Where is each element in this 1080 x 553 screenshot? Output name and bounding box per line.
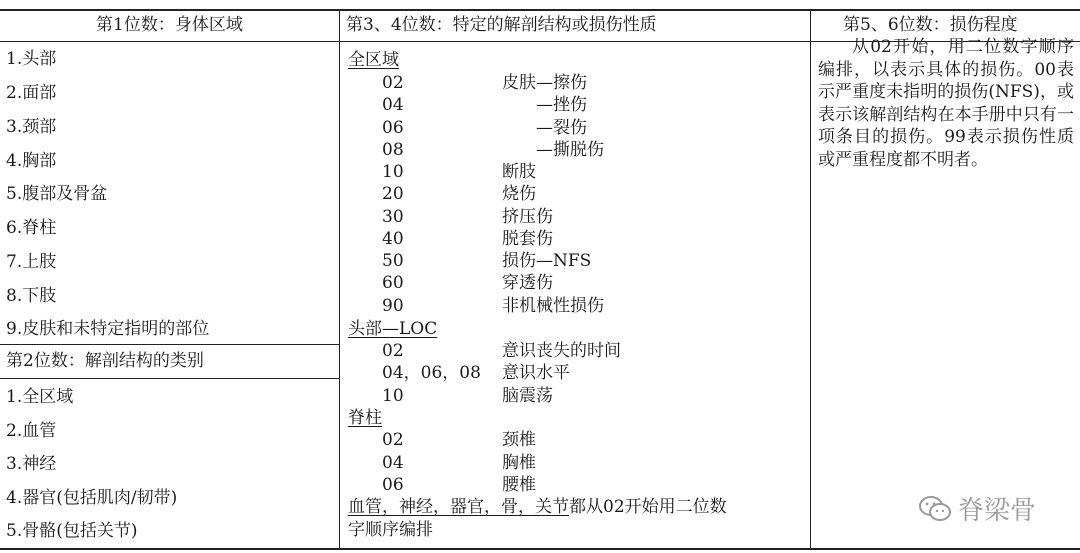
wechat-icon — [918, 494, 952, 524]
header-col1: 第1位数：身体区域 — [96, 15, 243, 35]
table-top-border — [0, 9, 1080, 11]
list-item: 2.面部 — [6, 83, 57, 103]
list-item: 7.上肢 — [6, 252, 57, 272]
note-underlined: 血管，神经，器官，骨，关节 — [348, 497, 569, 517]
subheader-divider-top — [0, 344, 339, 345]
code-cell: 30 — [382, 207, 404, 227]
desc-cell: 脱套伤 — [502, 229, 553, 249]
header-col3: 第5、6位数：损伤程度 — [843, 15, 1018, 35]
code-cell: 04，06，08 — [382, 363, 481, 383]
desc-cell: 挤压伤 — [502, 207, 553, 227]
list-item: 4.胸部 — [6, 151, 57, 171]
list-item: 5.骨骼(包括关节) — [6, 521, 138, 541]
section-title-spine: 脊柱 — [348, 408, 382, 428]
code-cell: 06 — [382, 118, 404, 138]
code-cell: 90 — [382, 296, 404, 316]
list-item: 3.神经 — [6, 454, 57, 474]
code-cell: 08 — [382, 140, 404, 160]
code-cell: 20 — [382, 184, 404, 204]
desc-cell: 意识水平 — [502, 363, 570, 383]
list-item: 6.脊柱 — [6, 218, 57, 238]
desc-cell: 脑震荡 — [502, 386, 553, 406]
code-cell: 06 — [382, 475, 404, 495]
desc-cell: —挫伤 — [536, 95, 587, 115]
desc-cell: 非机械性损伤 — [502, 296, 604, 316]
col-divider-1 — [339, 9, 340, 549]
code-cell: 10 — [382, 386, 404, 406]
desc-cell: 意识丧失的时间 — [502, 341, 621, 361]
code-cell: 02 — [382, 73, 404, 93]
desc-cell: 颈椎 — [502, 430, 536, 450]
watermark — [918, 490, 1036, 527]
code-cell: 10 — [382, 162, 404, 182]
note-line-2: 字顺序编排 — [348, 520, 433, 540]
list-item: 1.头部 — [6, 49, 57, 69]
desc-cell: 腰椎 — [502, 475, 536, 495]
col-divider-2 — [810, 9, 811, 549]
section-title-head-loc: 头部—LOC — [348, 319, 438, 339]
code-cell: 04 — [382, 95, 404, 115]
header-col2: 第3、4位数：特定的解剖结构或损伤性质 — [346, 15, 657, 35]
desc-cell: 穿透伤 — [502, 273, 553, 293]
subheader-divider-bottom — [0, 378, 339, 379]
desc-cell: —裂伤 — [536, 118, 587, 138]
desc-cell: 胸椎 — [502, 453, 536, 473]
subheader-anatomy-type: 第2位数：解剖结构的类别 — [6, 351, 204, 371]
code-cell: 50 — [382, 251, 404, 271]
note-line-1 — [348, 496, 727, 518]
code-cell: 40 — [382, 229, 404, 249]
list-item: 8.下肢 — [6, 286, 57, 306]
severity-description: 从02开始，用二位数字顺序编排，以表示具体的损伤。00表示严重度未指明的损伤(NFS)，或表示该解剖结构在本手册中只有一项条目的损伤。99表示损伤性质或严重程度都不明者。 — [818, 37, 1074, 170]
table-bottom-border — [0, 548, 1080, 550]
code-cell: 02 — [382, 341, 404, 361]
desc-cell: 断肢 — [502, 162, 536, 182]
note-rest: 都从02开始用二位数 — [569, 497, 727, 517]
code-cell: 02 — [382, 430, 404, 450]
list-item: 5.腹部及骨盆 — [6, 184, 108, 204]
desc-cell: 皮肤—擦伤 — [502, 73, 587, 93]
section-title-whole-region: 全区域 — [348, 50, 399, 70]
code-cell: 60 — [382, 273, 404, 293]
list-item: 1.全区域 — [6, 387, 74, 407]
list-item: 9.皮肤和未特定指明的部位 — [6, 319, 210, 339]
desc-cell: 损伤—NFS — [502, 251, 592, 271]
watermark-text: 脊梁骨 — [958, 496, 1037, 526]
desc-cell: 烧伤 — [502, 184, 536, 204]
desc-cell: —撕脱伤 — [536, 140, 604, 160]
list-item: 4.器官(包括肌肉/韧带) — [6, 488, 178, 508]
list-item: 3.颈部 — [6, 117, 57, 137]
code-cell: 04 — [382, 453, 404, 473]
list-item: 2.血管 — [6, 421, 57, 441]
